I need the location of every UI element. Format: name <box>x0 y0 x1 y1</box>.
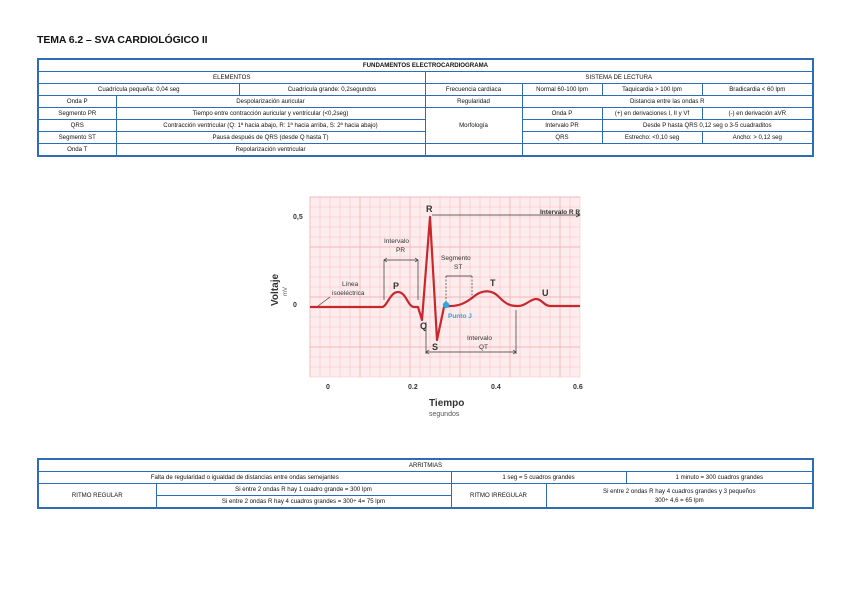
segmento-st-label-1: Segmento <box>441 255 471 262</box>
fundamentos-table <box>37 58 814 157</box>
wave-u-label: U <box>542 288 549 298</box>
y-axis-unit: mV <box>283 287 289 296</box>
ritmo-regular-2: Si entre 2 ondas R hay 4 cuadros grandes = 300÷ 4= 75 lpm <box>156 496 451 509</box>
xtick-02: 0.2 <box>408 384 418 391</box>
punto-j-marker <box>443 302 449 308</box>
arritmias-seg: 1 seg = 5 cuadros grandes <box>451 472 626 484</box>
morf-qrs-estrecho: Estrecho: <0,10 seg <box>602 132 702 144</box>
ritmo-irregular-1: Si entre 2 ondas R hay 4 cuadros grandes y 3 pequeños <box>603 487 756 495</box>
arritmias-falta: Falta de regularidad o igualdad de distancias entre ondas semejantes <box>38 472 451 484</box>
linea-isoelectrica-label-1: Línea <box>342 281 359 288</box>
morf-intervalo-pr-label: Intervalo PR <box>522 120 602 132</box>
ritmo-irregular-label: RITMO IRREGULAR <box>451 484 546 509</box>
intervalo-pr-label-2: PR <box>396 247 406 254</box>
intervalo-rr-label: Intervalo R R <box>540 209 581 216</box>
frecuencia-label: Frecuencia cardíaca <box>425 84 522 96</box>
ritmo-irregular-2: 300÷ 4,6 = 65 lpm <box>654 496 704 504</box>
segmento-st-label-2: ST <box>454 264 463 271</box>
regularidad-desc: Distancia entre las ondas R <box>522 96 813 108</box>
regularidad-label: Regularidad <box>425 96 522 108</box>
morf-onda-p-label: Onda P <box>522 108 602 120</box>
morf-qrs-label: QRS <box>522 132 602 144</box>
intervalo-qt-label-2: QT <box>479 344 489 351</box>
ritmo-irregular-desc <box>546 484 813 509</box>
morf-onda-p-pos: (+) en derivaciones I, II y Vf <box>602 108 702 120</box>
arritmias-header: ARRITMIAS <box>38 459 813 472</box>
ecg-diagram <box>260 192 590 422</box>
frecuencia-taqui: Taquicardia > 100 lpm <box>602 84 702 96</box>
row-label-segmento-st: Segmento ST <box>38 132 116 144</box>
x-axis-unit: segundos <box>429 411 460 418</box>
row-desc-segmento-pr: Tiempo entre contracción auricular y ventricular (<0,2seg) <box>116 108 425 120</box>
ytick-0: 0 <box>293 302 297 309</box>
row-label-onda-p: Onda P <box>38 96 116 108</box>
ritmo-regular-1: Si entre 2 ondas R hay 1 cuadro grande = 300 lpm <box>156 484 451 496</box>
arritmias-table <box>37 458 814 509</box>
row-label-onda-t: Onda T <box>38 144 116 157</box>
intervalo-qt-label-1: Intervalo <box>467 335 492 342</box>
empty-cell <box>522 144 813 157</box>
x-axis-label: Tiempo <box>429 398 465 409</box>
y-axis-label: Voltaje <box>270 273 281 306</box>
row-desc-segmento-st: Pausa después de QRS (desde Q hasta T) <box>116 132 425 144</box>
intervalo-pr-label-1: Intervalo <box>384 238 409 245</box>
arritmias-minuto: 1 minuto = 300 cuadros grandes <box>626 472 813 484</box>
xtick-06: 0.6 <box>573 384 583 391</box>
wave-s-label: S <box>432 342 439 352</box>
cuadricula-grande: Cuadrícula grande: 0,2segundos <box>239 84 425 96</box>
page-title: TEMA 6.2 – SVA CARDIOLÓGICO II <box>37 34 208 46</box>
sistema-header: SISTEMA DE LECTURA <box>425 72 813 84</box>
wave-q-label: Q <box>420 321 428 331</box>
ytick-05: 0,5 <box>293 214 303 221</box>
row-desc-onda-p: Despolarización auricular <box>116 96 425 108</box>
morfologia-label: Morfología <box>425 108 522 144</box>
morf-intervalo-pr-desc: Desde P hasta QRS 0,12 seg o 3-5 cuadraditos <box>602 120 813 132</box>
wave-r-label: R <box>426 204 433 214</box>
fundamentos-header: FUNDAMENTOS ELECTROCARDIOGRAMA <box>38 59 813 72</box>
elementos-header: ELEMENTOS <box>38 72 425 84</box>
row-desc-onda-t: Repolarización ventricular <box>116 144 425 157</box>
ritmo-regular-label: RITMO REGULAR <box>38 484 156 509</box>
punto-j-label: Punto J <box>448 313 472 320</box>
frecuencia-normal: Normal 60-100 lpm <box>522 84 602 96</box>
cuadricula-pequena: Cuadrícula pequeña: 0,04 seg <box>38 84 239 96</box>
row-label-segmento-pr: Segmento PR <box>38 108 116 120</box>
row-desc-qrs: Contracción ventricular (Q: 1ª hacia abajo, R: 1ª hacia arriba, S: 2ª hacia abajo) <box>116 120 425 132</box>
xtick-0: 0 <box>326 384 330 391</box>
wave-p-label: P <box>393 281 400 291</box>
empty-cell <box>425 144 522 157</box>
morf-onda-p-neg: (-) en derivación aVR <box>702 108 813 120</box>
morf-qrs-ancho: Ancho: > 0,12 seg <box>702 132 813 144</box>
wave-t-label: T <box>490 278 496 288</box>
linea-isoelectrica-label-2: isoeléctrica <box>332 290 365 297</box>
xtick-04: 0.4 <box>491 384 501 391</box>
frecuencia-bradi: Bradicardia < 60 lpm <box>702 84 813 96</box>
row-label-qrs: QRS <box>38 120 116 132</box>
